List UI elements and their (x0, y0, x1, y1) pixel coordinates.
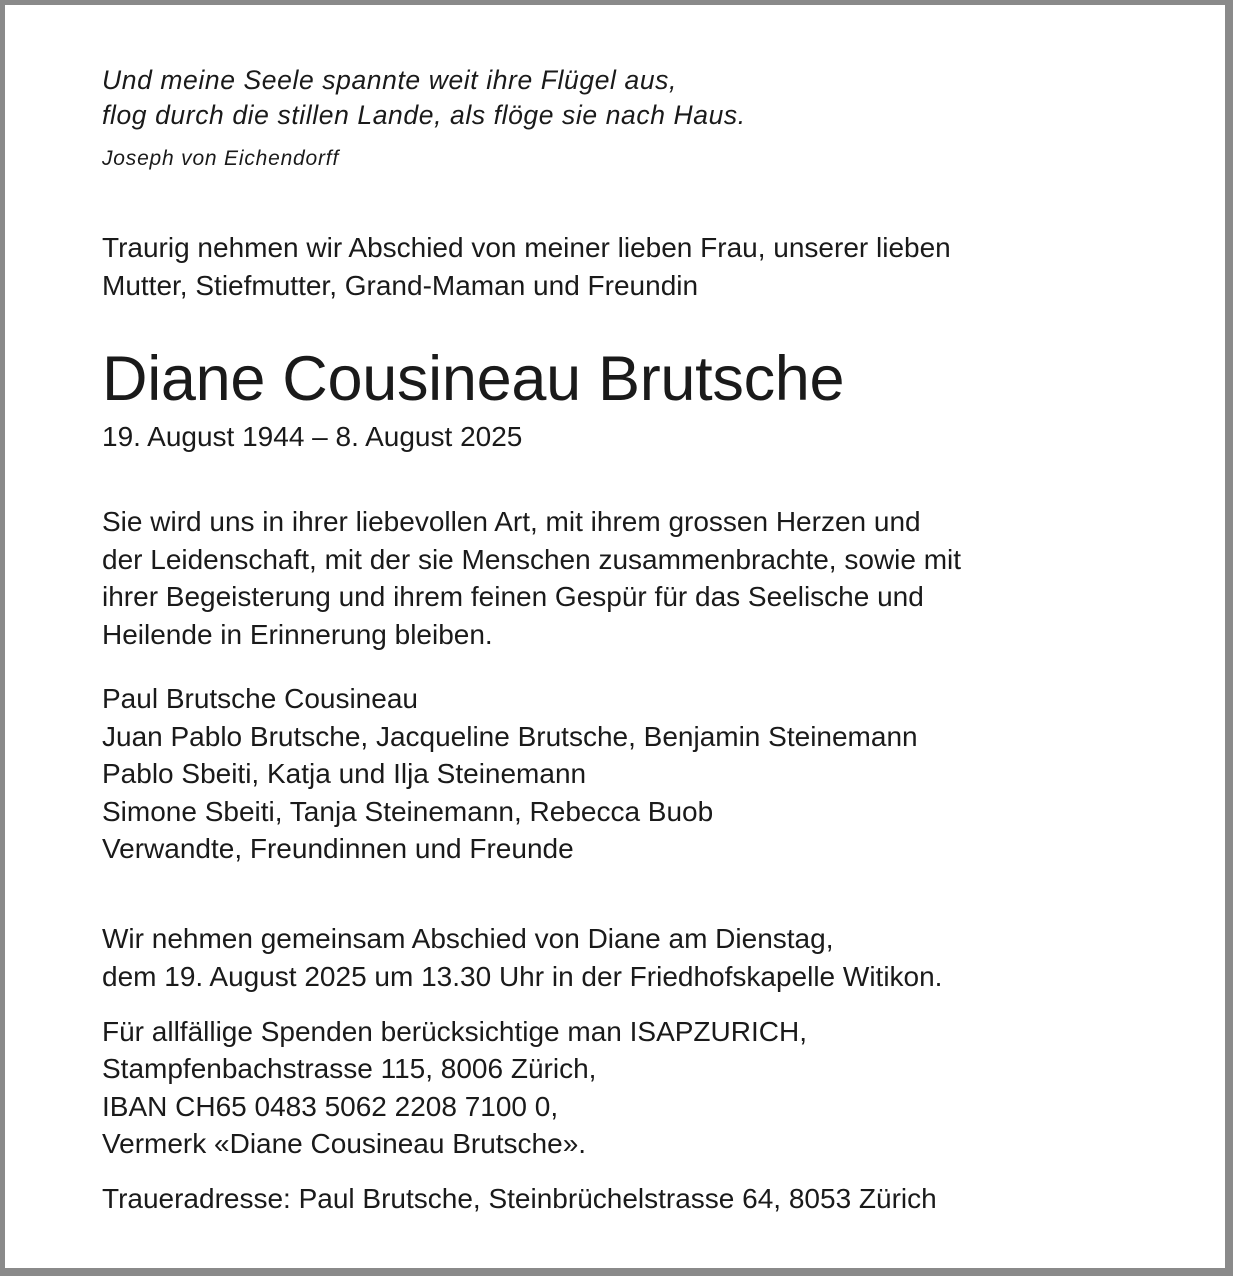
tribute-line-1: Sie wird uns in ihrer liebevollen Art, mit ihrem grossen Herzen und (102, 506, 921, 537)
intro-text (102, 229, 1202, 305)
donation-info (102, 1013, 1202, 1163)
family-line-4: Simone Sbeiti, Tanja Steinemann, Rebecca Buob (102, 795, 714, 827)
donation-line-1: Für allfällige Spenden berücksichtige man ISAPZURICH, (102, 1015, 807, 1047)
family-line-3: Pablo Sbeiti, Katja und Ilja Steinemann (102, 758, 587, 789)
tribute-text (102, 503, 1202, 653)
donation-line-3: IBAN CH65 0483 5062 2208 7100 0, (102, 1090, 559, 1122)
family-line-5: Verwandte, Freundinnen und Freunde (102, 833, 574, 864)
deceased-name: Diane Cousineau Brutsche (102, 344, 845, 414)
donation-line-2: Stampfenbachstrasse 115, 8006 Zürich, (102, 1053, 597, 1084)
family-list (102, 680, 1202, 868)
ceremony-line-2: dem 19. August 2025 um 13.30 Uhr in der Friedhofskapelle Witikon. (102, 960, 943, 992)
obituary-content (102, 63, 1202, 1218)
life-dates: 19. August 1944 – 8. August 2025 (102, 421, 523, 452)
mourning-address: Traueradresse: Paul Brutsche, Steinbrüchelstrasse 64, 8053 Zürich (102, 1182, 937, 1214)
poem-quote (102, 63, 1202, 133)
family-line-2: Juan Pablo Brutsche, Jacqueline Brutsche, Benjamin Steinemann (102, 720, 918, 752)
donation-line-4: Vermerk «Diane Cousineau Brutsche». (102, 1128, 587, 1159)
tribute-line-4: Heilende in Erinnerung bleiben. (102, 618, 493, 650)
tribute-line-3: ihrer Begeisterung und ihrem feinen Gespür für das Seelische und (102, 581, 924, 612)
quote-author: Joseph von Eichendorff (102, 147, 340, 170)
ceremony-info (102, 920, 1202, 996)
intro-line-2: Mutter, Stiefmutter, Grand-Maman und Freundin (102, 270, 699, 301)
quote-line-1: Und meine Seele spannte weit ihre Flügel aus, (102, 65, 677, 95)
family-line-1: Paul Brutsche Cousineau (102, 683, 418, 714)
quote-line-2: flog durch die stillen Lande, als flöge sie nach Haus. (102, 100, 746, 130)
tribute-line-2: der Leidenschaft, mit der sie Menschen zusammenbrachte, sowie mit (102, 543, 962, 575)
intro-line-1: Traurig nehmen wir Abschied von meiner lieben Frau, unserer lieben (102, 232, 951, 263)
ceremony-line-1: Wir nehmen gemeinsam Abschied von Diane am Dienstag, (102, 922, 834, 954)
